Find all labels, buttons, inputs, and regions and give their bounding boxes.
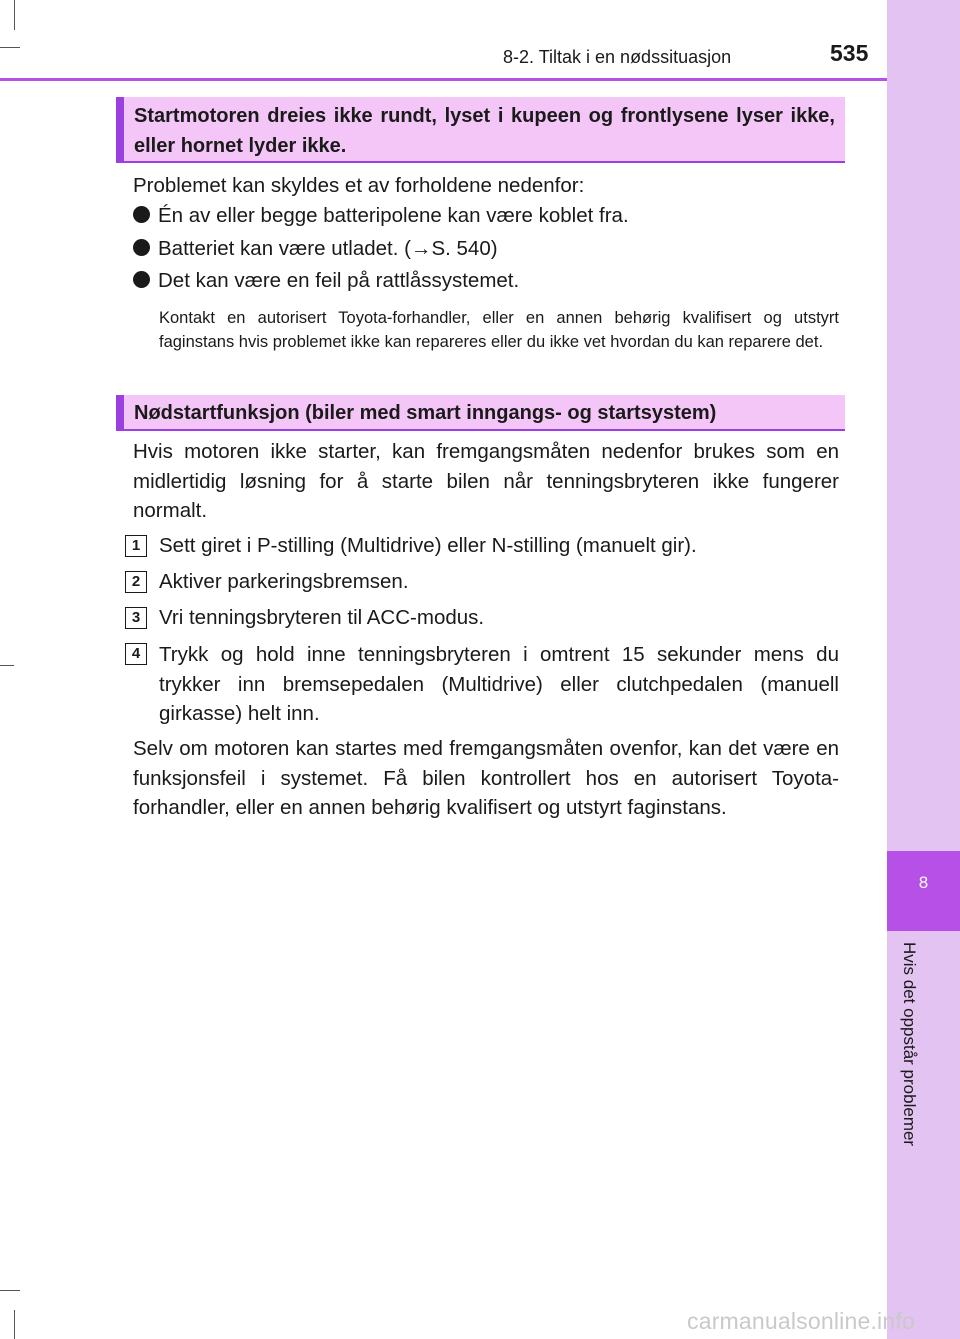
section1-note: Kontakt en autorisert Toyota-forhandler, eller en annen behørig kvalifisert og utstyrt faginstans hvis problemet ikke kan repareres eller du ikke vet hvordan du kan reparere det. [159, 309, 839, 351]
crop-mark [0, 665, 14, 666]
bullet-text: Én av eller begge batteripolene kan være koblet fra. [158, 204, 629, 227]
chapter-side-tab [887, 0, 960, 1339]
step-text: Trykk og hold inne tenningsbryteren i omtrent 15 sekunder mens du trykker inn bremsepedalen (Multidrive) eller clutchpedalen (manuell girkasse) helt inn. [159, 643, 839, 725]
bullet-item [133, 266, 519, 296]
step-number-badge: 3 [125, 607, 147, 629]
section-heading-starter: Startmotoren dreies ikke rundt, lyset i kupeen og frontlysene lyser ikke, eller hornet lyder ikke. [116, 97, 845, 163]
crop-mark [14, 0, 15, 30]
step-text: Vri tenningsbryteren til ACC-modus. [159, 606, 485, 629]
chapter-number-badge: 8 [887, 851, 960, 931]
step-text: Sett giret i P-stilling (Multidrive) eller N-stilling (manuelt gir). [159, 534, 697, 557]
step-number-badge: 1 [125, 535, 147, 557]
bullet-item [133, 201, 629, 231]
bullet-dot-icon [133, 239, 150, 256]
crop-mark [0, 47, 20, 48]
page-number: 535 [830, 40, 869, 66]
step-number-badge: 4 [125, 643, 147, 665]
bullet-text: Batteriet kan være utladet. (→S. 540) [158, 237, 498, 260]
header-divider [0, 78, 887, 81]
crop-mark [0, 1290, 20, 1291]
bullet-dot-icon [133, 271, 150, 288]
bullet-dot-icon [133, 206, 150, 223]
step-text: Aktiver parkeringsbremsen. [159, 570, 409, 593]
section-heading-emergency-start: Nødstartfunksjon (biler med smart inngangs- og startsystem) [116, 395, 845, 431]
bullet-item [133, 234, 498, 264]
section2-closing: Selv om motoren kan startes med fremgangsmåten ovenfor, kan det være en funksjonsfeil i systemet. Få bilen kontrollert hos en autorisert Toyota-forhandler, eller en annen behørig kvalifisert og utstyrt faginstans. [133, 737, 839, 819]
crop-mark [14, 1310, 15, 1339]
bullet-text: Det kan være en feil på rattlåssystemet. [158, 269, 520, 292]
header-section-title: 8-2. Tiltak i en nødssituasjon [503, 47, 732, 67]
watermark-text: carmanualsonline.info [687, 1308, 915, 1334]
section1-intro: Problemet kan skyldes et av forholdene nedenfor: [133, 174, 585, 197]
section2-intro: Hvis motoren ikke starter, kan fremgangsmåten nedenfor brukes som en midlertidig løsning for å starte bilen når tenningsbryteren ikke fungerer normalt. [133, 440, 839, 522]
chapter-title-vertical: Hvis det oppstår problemer [900, 942, 919, 1147]
step-number-badge: 2 [125, 571, 147, 593]
